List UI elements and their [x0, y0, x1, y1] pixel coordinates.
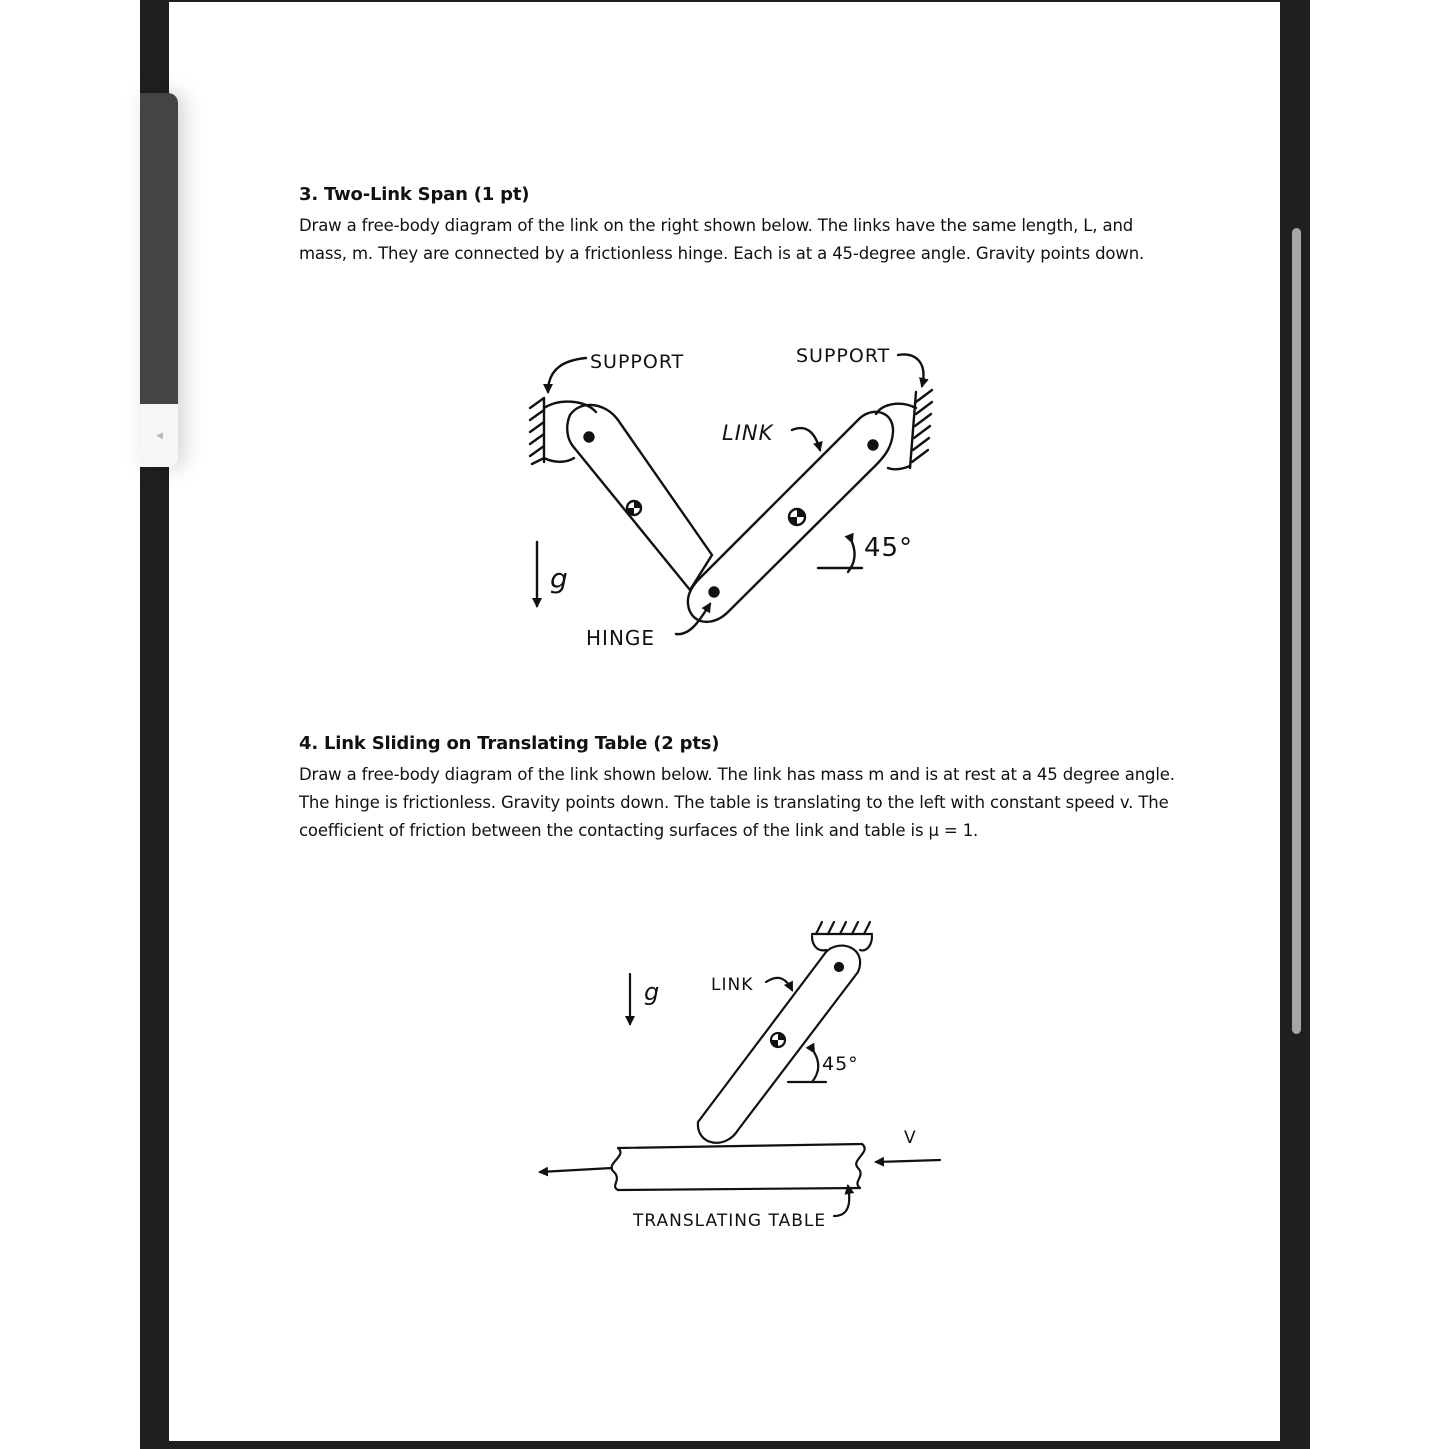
velocity-arrow — [876, 1160, 940, 1162]
angle-arc-2 — [812, 1052, 818, 1082]
link-center-of-mass — [771, 1033, 785, 1047]
section-4-title: 4. Link Sliding on Translating Table (2 pts) — [299, 733, 720, 754]
section-3-line-1: Draw a free-body diagram of the link on the right shown below. The links have the same length, L, and — [299, 216, 1134, 235]
hinge-pin — [710, 588, 719, 597]
link-leader — [792, 428, 820, 450]
angle-label-2: 45° — [822, 1053, 859, 1075]
section-3-title: 3. Two-Link Span (1 pt) — [299, 184, 530, 205]
support-left-label: SUPPORT — [590, 351, 685, 373]
section-4-line-2: The hinge is frictionless. Gravity points down. The table is translating to the left with constant speed v. The — [299, 793, 1169, 812]
hinge-label: HINGE — [586, 626, 656, 650]
link-pin — [835, 963, 843, 971]
hinge-leader — [676, 604, 710, 634]
support-right-leader — [898, 354, 923, 386]
left-link-center-of-mass — [627, 501, 641, 515]
left-wall-support — [530, 398, 596, 464]
link-label: LINK — [722, 421, 774, 445]
table-motion-arrow-left — [540, 1168, 612, 1172]
section-3-line-2: mass, m. They are connected by a frictionless hinge. Each is at a 45-degree angle. Gravity points down. — [299, 244, 1145, 263]
link-leader-2 — [766, 978, 792, 990]
support-right-label: SUPPORT — [796, 345, 891, 367]
link-label-2: LINK — [711, 975, 754, 995]
right-wall-support — [876, 390, 932, 469]
angle-label: 45° — [864, 533, 914, 563]
table-leader — [834, 1186, 849, 1216]
left-support-pin — [585, 433, 594, 442]
section-4-line-3: coefficient of friction between the contacting surfaces of the link and table is μ = 1. — [299, 821, 979, 840]
table-label: TRANSLATING TABLE — [633, 1211, 827, 1231]
section-4-line-1: Draw a free-body diagram of the link shown below. The link has mass m and is at rest at a 45 degree angle. — [299, 765, 1175, 784]
support-left-leader — [548, 358, 586, 392]
chevron-left-icon: ◀ — [156, 431, 163, 441]
velocity-label: V — [904, 1128, 917, 1148]
gravity-label: g — [550, 562, 569, 595]
gravity-label-2: g — [644, 978, 661, 1006]
translating-table-diagram — [540, 922, 940, 1216]
translating-table — [540, 1144, 940, 1216]
right-link-center-of-mass — [789, 509, 805, 525]
two-link-span-diagram — [530, 354, 932, 634]
right-support-pin — [869, 441, 878, 450]
